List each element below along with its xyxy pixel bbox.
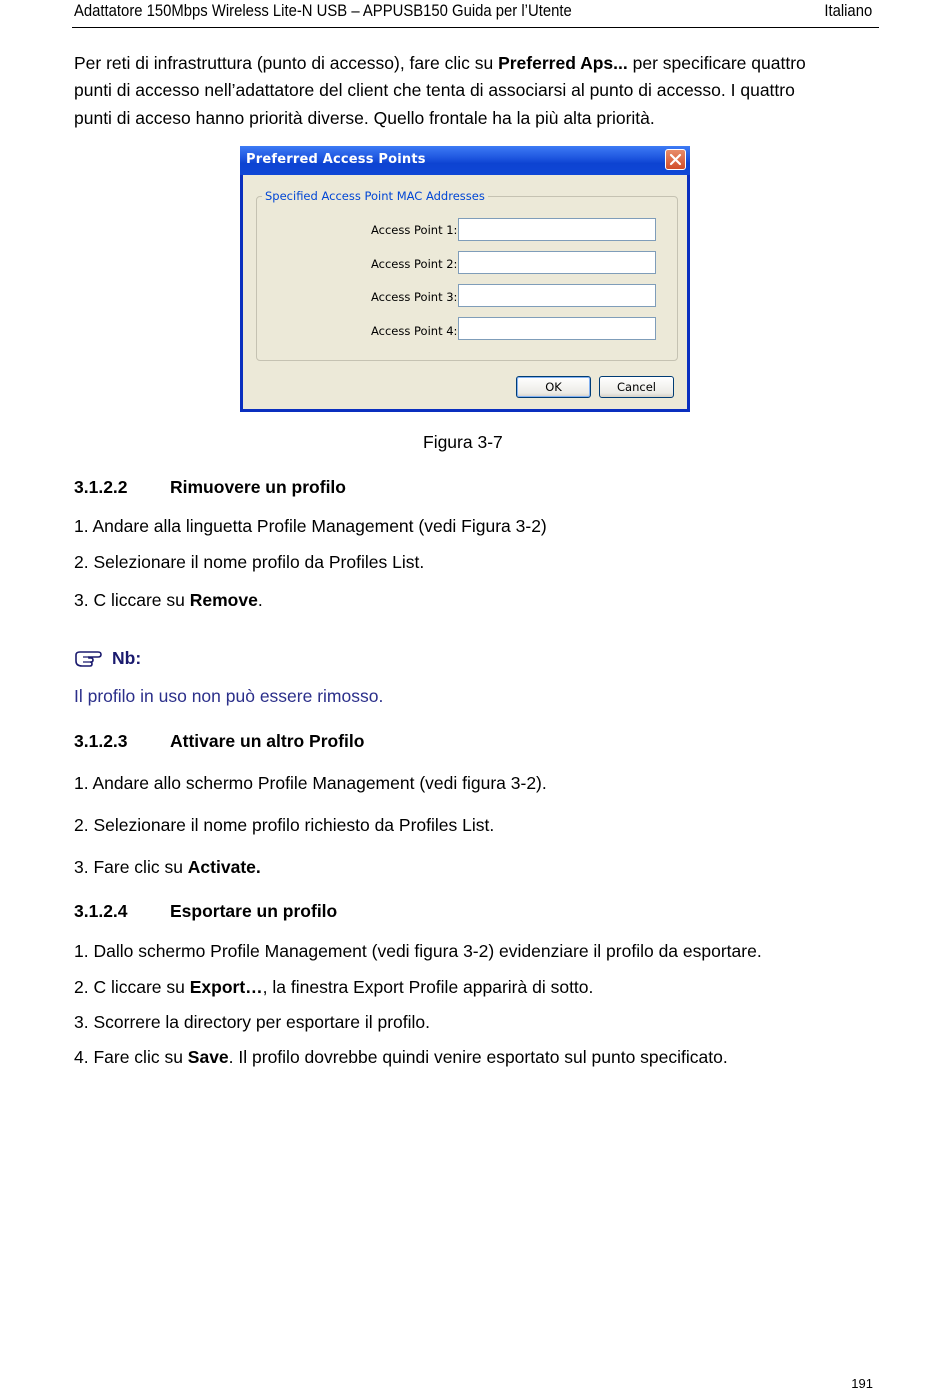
ap3-label: Access Point 3: — [371, 290, 458, 304]
section-title-remove: Rimuovere un profilo — [170, 477, 346, 497]
ap1-input[interactable] — [458, 218, 656, 241]
group-title: Specified Access Point MAC Addresses — [262, 189, 488, 203]
section-number-3-1-2-4: 3.1.2.4 — [74, 901, 128, 921]
activate-step-3: 3. Fare clic su Activate. — [74, 857, 261, 877]
section-title-export: Esportare un profilo — [170, 901, 338, 921]
ap2-label: Access Point 2: — [371, 257, 458, 271]
ap3-input[interactable] — [458, 284, 656, 307]
intro-line-2: punti di accesso nell’adattatore del client che tenta di associarsi al punto di accesso. I quattro — [74, 80, 795, 100]
note-label: Nb: — [112, 648, 142, 668]
page-number: 191 — [851, 1376, 873, 1391]
ap4-label: Access Point 4: — [371, 324, 458, 338]
activate-step-2: 2. Selezionare il nome profilo richiesto da Profiles List. — [74, 815, 495, 835]
ap4-input[interactable] — [458, 317, 656, 340]
header-title: Adattatore 150Mbps Wireless Lite-N USB – APPUSB150 Guida per l’Utente — [74, 2, 572, 20]
activate-step-1: 1. Andare allo schermo Profile Management (vedi figura 3-2). — [74, 773, 547, 793]
pointing-hand-icon — [74, 648, 104, 668]
section-number-3-1-2-2: 3.1.2.2 — [74, 477, 128, 497]
ap1-label: Access Point 1: — [371, 223, 458, 237]
export-step-2: 2. C liccare su Export…, la finestra Export Profile apparirà di sotto. — [74, 977, 594, 997]
ok-button[interactable]: OK — [516, 376, 591, 398]
remove-step-1: 1. Andare alla linguetta Profile Management (vedi Figura 3-2) — [74, 516, 547, 536]
export-step-1: 1. Dallo schermo Profile Management (vedi figura 3-2) evidenziare il profilo da esportare. — [74, 941, 762, 961]
header-language: Italiano — [824, 2, 872, 20]
cancel-button[interactable]: Cancel — [599, 376, 674, 398]
section-title-activate: Attivare un altro Profilo — [170, 731, 365, 751]
figure-caption: Figura 3-7 — [423, 432, 503, 452]
intro-line-3: punti di acceso hanno priorità diverse. Quello frontale ha la più alta priorità. — [74, 108, 655, 128]
note-text: Il profilo in uso non può essere rimosso. — [74, 686, 384, 706]
dialog-content — [243, 175, 687, 409]
export-step-3: 3. Scorrere la directory per esportare il profilo. — [74, 1012, 430, 1032]
remove-step-3: 3. C liccare su Remove. — [74, 590, 263, 610]
export-step-4: 4. Fare clic su Save. Il profilo dovrebbe quindi venire esportato sul punto specificato. — [74, 1047, 728, 1067]
ap2-input[interactable] — [458, 251, 656, 274]
remove-step-2: 2. Selezionare il nome profilo da Profiles List. — [74, 552, 425, 572]
dialog-title: Preferred Access Points — [246, 152, 426, 167]
intro-line-1: Per reti di infrastruttura (punto di accesso), fare clic su Preferred Aps... per specificare quattro — [74, 53, 806, 73]
header-rule — [72, 27, 879, 28]
close-icon[interactable] — [665, 149, 686, 170]
section-number-3-1-2-3: 3.1.2.3 — [74, 731, 128, 751]
dialog-titlebar[interactable] — [240, 146, 690, 175]
